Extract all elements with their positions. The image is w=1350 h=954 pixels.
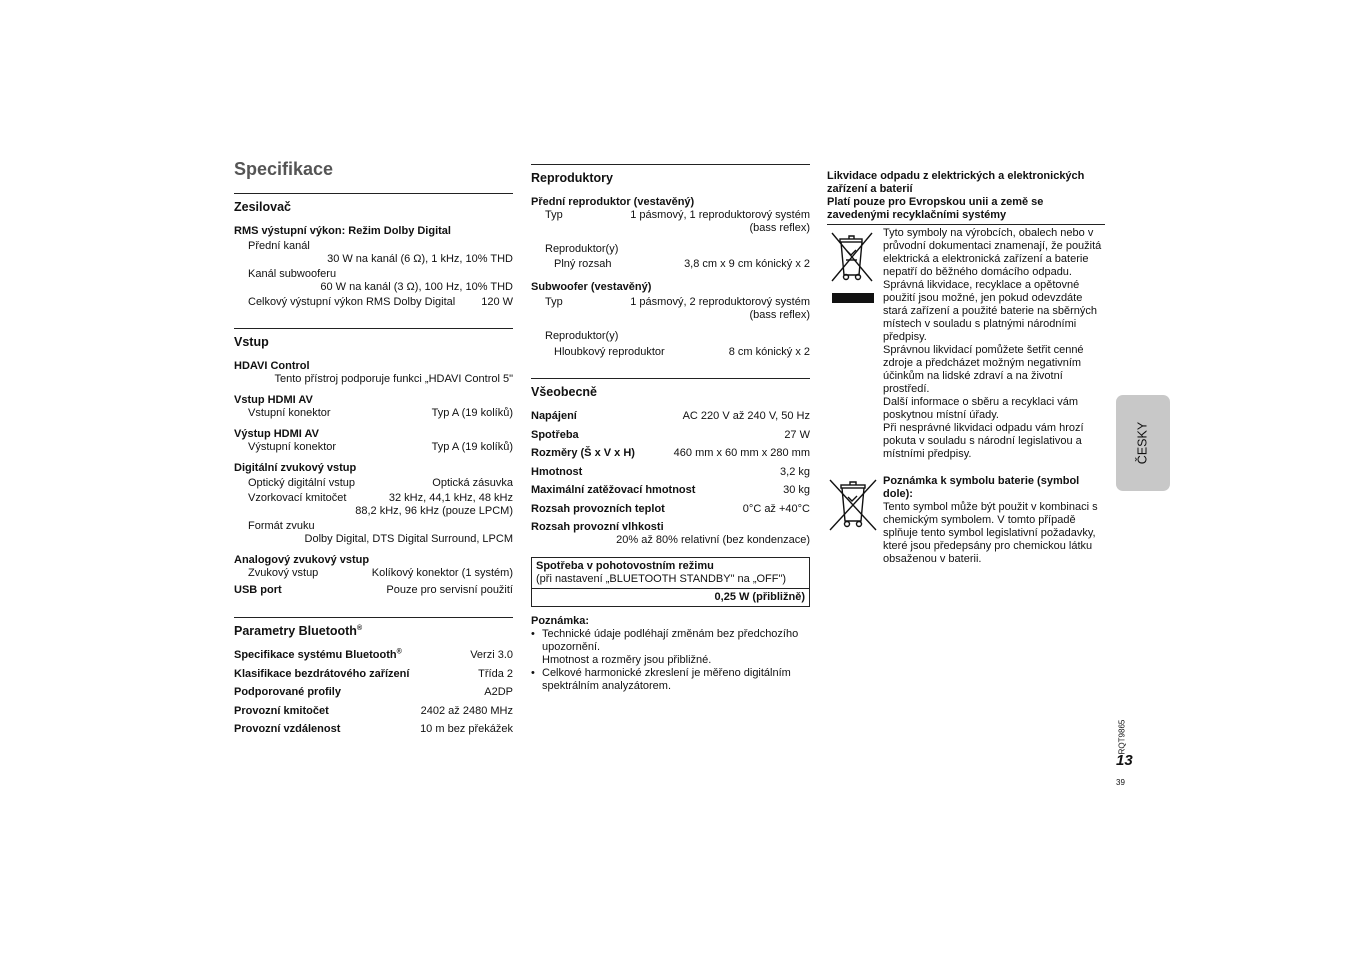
front-speaker-title: Přední reproduktor (vestavěný) — [531, 196, 695, 208]
disposal-p3: Správnou likvidací pomůžete šetřit cenné zdroje a předcházet možným negativním účinkům na lidské zdraví a na životní prostředí. — [883, 344, 1084, 395]
general-row-label: Hmotnost — [531, 465, 583, 478]
weee-bin-icon — [827, 229, 877, 309]
front-full-label: Plný rozsah — [554, 258, 612, 270]
front-type-value-1: 1 pásmový, 1 reproduktorový systém — [630, 209, 810, 221]
battery-title: Poznámka k symbolu baterie (symbol dole): — [883, 475, 1080, 500]
disposal-header — [827, 170, 1105, 225]
disposal-p5: Při nesprávné likvidaci odpadu vám hrozí pokuta v souladu s národní legislativou a místními předpisy. — [883, 422, 1084, 460]
bluetooth-row-label-text: Provozní vzdálenost — [234, 723, 341, 735]
disposal-p4: Další informace o sběru a recyklaci vám poskytnou místní úřady. — [883, 396, 1079, 421]
general-row — [531, 466, 810, 479]
sw-woofer-row — [531, 346, 810, 359]
page-small-number: 39 — [1116, 778, 1125, 787]
sampling-row — [234, 492, 513, 505]
battery-bin-icon — [827, 477, 879, 537]
hdavi-title: HDAVI Control — [234, 360, 310, 372]
general-row-value: 0°C až +40°C — [742, 502, 810, 515]
hdmi-out-title: Výstup HDMI AV — [234, 428, 319, 440]
general-row-value: 3,2 kg — [780, 465, 810, 478]
bluetooth-row — [234, 686, 513, 699]
general-row-value: 30 kg — [783, 484, 810, 496]
bluetooth-row-sup: ® — [396, 648, 402, 656]
general-row — [531, 503, 810, 516]
language-tab-label: ČESKY — [1135, 421, 1150, 465]
subwoofer-title: Subwoofer (vestavěný) — [531, 281, 652, 293]
hdmi-in-title: Vstup HDMI AV — [234, 394, 313, 406]
hdmi-out-row — [234, 441, 513, 454]
total-power-row — [234, 296, 513, 309]
total-power-value: 120 W — [481, 296, 513, 308]
standby-title: Spotřeba v pohotovostním režimu — [536, 560, 714, 572]
hdavi-text: Tento přístroj podporuje funkci „HDAVI Control 5" — [274, 373, 513, 385]
front-type-label: Typ — [545, 209, 563, 221]
optical-value: Optická zásuvka — [432, 477, 513, 489]
note-title: Poznámka: — [531, 615, 590, 627]
bluetooth-row — [234, 723, 513, 736]
general-row-value: 460 mm x 60 mm x 280 mm — [673, 447, 810, 459]
general-row-label: Rozsah provozních teplot — [531, 502, 665, 515]
bluetooth-row-label-text: Provozní kmitočet — [234, 704, 329, 717]
bluetooth-row-label — [234, 668, 409, 681]
front-units-label: Reproduktor(y) — [545, 243, 619, 255]
standby-subtitle: (při nastavení „BLUETOOTH STANDBY" na „OFF") — [536, 573, 787, 585]
bluetooth-row-label — [234, 705, 329, 718]
sub-channel-label: Kanál subwooferu — [248, 268, 337, 280]
bullet-icon: • — [531, 628, 535, 640]
bluetooth-row — [234, 705, 513, 718]
input-heading: Vstup — [234, 335, 269, 349]
general-row — [531, 410, 810, 423]
bluetooth-row-label-text: Specifikace systému Bluetooth — [234, 649, 397, 661]
general-row-label: Spotřeba — [531, 428, 579, 441]
format-value: Dolby Digital, DTS Digital Surround, LPCM — [304, 533, 513, 545]
hdmi-in-row — [234, 407, 513, 420]
digital-input-title: Digitální zvukový vstup — [234, 462, 357, 474]
sw-type-value-2: (bass reflex) — [749, 309, 810, 321]
bluetooth-heading-sup: ® — [356, 624, 363, 632]
general-row-label: Napájení — [531, 410, 577, 422]
front-full-row — [531, 258, 810, 271]
front-type-value-2: (bass reflex) — [749, 222, 810, 234]
disposal-p1: Tyto symboly na výrobcích, obalech nebo v průvodní dokumentaci znamenají, že použitá elektrická a elektronická zařízení a baterie nepatří do běžného domácího odpadu. — [883, 227, 1102, 278]
note-1b: Hmotnost a rozměry jsou přibližné. — [542, 654, 712, 666]
sampling-value-2: 88,2 kHz, 96 kHz (pouze LPCM) — [355, 505, 513, 517]
front-channel-label: Přední kanál — [248, 240, 310, 252]
general-rows — [531, 410, 810, 516]
hdmi-in-label: Vstupní konektor — [248, 407, 331, 419]
bluetooth-row-label-text: Podporované profily — [234, 686, 341, 698]
humidity-label: Rozsah provozní vlhkosti — [531, 521, 664, 533]
humidity-value: 20% až 80% relativní (bez kondenzace) — [616, 534, 810, 546]
general-row — [531, 429, 810, 442]
bluetooth-row-label — [234, 686, 341, 699]
bluetooth-row-label-text: Klasifikace bezdrátového zařízení — [234, 667, 410, 680]
bluetooth-row-value: 2402 až 2480 MHz — [420, 704, 513, 717]
analog-title: Analogový zvukový vstup — [234, 554, 370, 566]
page-code — [1107, 717, 1137, 757]
analog-value: Kolíkový konektor (1 systém) — [371, 567, 513, 579]
note-2: Celkové harmonické zkreslení je měřeno digitálním spektrálním analyzátorem. — [542, 667, 791, 692]
sw-type-row — [531, 296, 810, 309]
general-heading: Všeobecně — [531, 385, 598, 399]
standby-value: 0,25 W (přibližně) — [714, 591, 805, 603]
rms-title: RMS výstupní výkon: Režim Dolby Digital — [234, 225, 451, 237]
note-item-2 — [531, 667, 810, 693]
column-middle — [531, 164, 810, 693]
disposal-title-1: Likvidace odpadu z elektrických a elektronických zařízení a baterií — [827, 170, 1085, 195]
bluetooth-row-value: A2DP — [484, 686, 513, 698]
speakers-heading: Reproduktory — [531, 171, 613, 185]
bullet-icon: • — [531, 667, 535, 679]
disposal-title-2: Platí pouze pro Evropskou unii a země se zavedenými recyklačními systémy — [827, 196, 1044, 221]
note-1a: Technické údaje podléhají změnám bez předchozího upozornění. — [542, 628, 799, 653]
sw-type-label: Typ — [545, 296, 563, 308]
usb-row — [234, 584, 513, 597]
bluetooth-row-value: Třída 2 — [478, 667, 513, 680]
usb-value: Pouze pro servisní použití — [386, 584, 513, 596]
bluetooth-row-label — [234, 723, 340, 736]
front-channel-value: 30 W na kanál (6 Ω), 1 kHz, 10% THD — [327, 253, 513, 265]
disposal-text — [883, 227, 1105, 461]
sw-woofer-label: Hloubkový reproduktor — [554, 346, 665, 358]
amp-heading: Zesilovač — [234, 200, 291, 214]
sampling-value-1: 32 kHz, 44,1 kHz, 48 kHz — [388, 492, 513, 504]
bluetooth-heading — [234, 624, 513, 639]
front-type-row — [531, 209, 810, 222]
bluetooth-row-value: 10 m bez překážek — [420, 723, 513, 735]
general-row-value: 27 W — [784, 428, 810, 441]
language-tab — [1116, 395, 1170, 491]
general-row — [531, 484, 810, 497]
analog-label: Zvukový vstup — [248, 567, 319, 579]
sw-type-value-1: 1 pásmový, 2 reproduktorový systém — [630, 296, 810, 308]
general-row-label: Maximální zatěžovací hmotnost — [531, 484, 696, 496]
front-full-value: 3,8 cm x 9 cm kónický x 2 — [684, 258, 810, 270]
usb-title: USB port — [234, 584, 282, 596]
sub-channel-value: 60 W na kanál (3 Ω), 100 Hz, 10% THD — [320, 281, 513, 293]
column-left — [234, 193, 513, 742]
bluetooth-row — [234, 649, 513, 662]
hdmi-out-label: Výstupní konektor — [248, 441, 337, 453]
format-label: Formát zvuku — [248, 520, 315, 532]
total-power-label: Celkový výstupní výkon RMS Dolby Digital — [248, 296, 456, 308]
bluetooth-row-value: Verzi 3.0 — [470, 649, 513, 661]
optical-row — [234, 477, 513, 490]
general-row-label: Rozměry (Š x V x H) — [531, 447, 635, 459]
optical-label: Optický digitální vstup — [248, 477, 355, 489]
hdmi-out-value: Typ A (19 kolíků) — [431, 441, 513, 453]
sw-units-label: Reproduktor(y) — [545, 330, 619, 342]
bluetooth-rows — [234, 649, 513, 736]
standby-box — [531, 557, 810, 607]
bluetooth-row-label — [234, 649, 402, 662]
battery-note — [883, 475, 1105, 566]
bluetooth-row — [234, 668, 513, 681]
general-row-value: AC 220 V až 240 V, 50 Hz — [682, 410, 810, 422]
page-title: Specifikace — [234, 159, 334, 179]
analog-row — [234, 567, 513, 580]
battery-text: Tento symbol může být použit v kombinaci s chemickým symbolem. V tomto případě splňuje tento symbol legislativní požadavky, které jsou předepsány pro chemickou látku obsaženou v baterii. — [883, 501, 1098, 565]
hdmi-in-value: Typ A (19 kolíků) — [431, 407, 513, 419]
sw-woofer-value: 8 cm kónický x 2 — [728, 346, 810, 358]
sampling-label: Vzorkovací kmitočet — [248, 492, 347, 504]
general-row — [531, 447, 810, 460]
note-item-1 — [531, 628, 810, 667]
bluetooth-heading-text: Parametry Bluetooth — [234, 624, 357, 638]
page-code-text: RQT9865 — [1117, 719, 1127, 755]
disposal-p2: Správná likvidace, recyklace a opětovné použití jsou možné, jen pokud odevzdáte stará zařízení a použité baterie na sběrných místech v souladu s platnými národními předpisy. — [883, 279, 1098, 343]
page-number: 13 — [1116, 752, 1133, 769]
